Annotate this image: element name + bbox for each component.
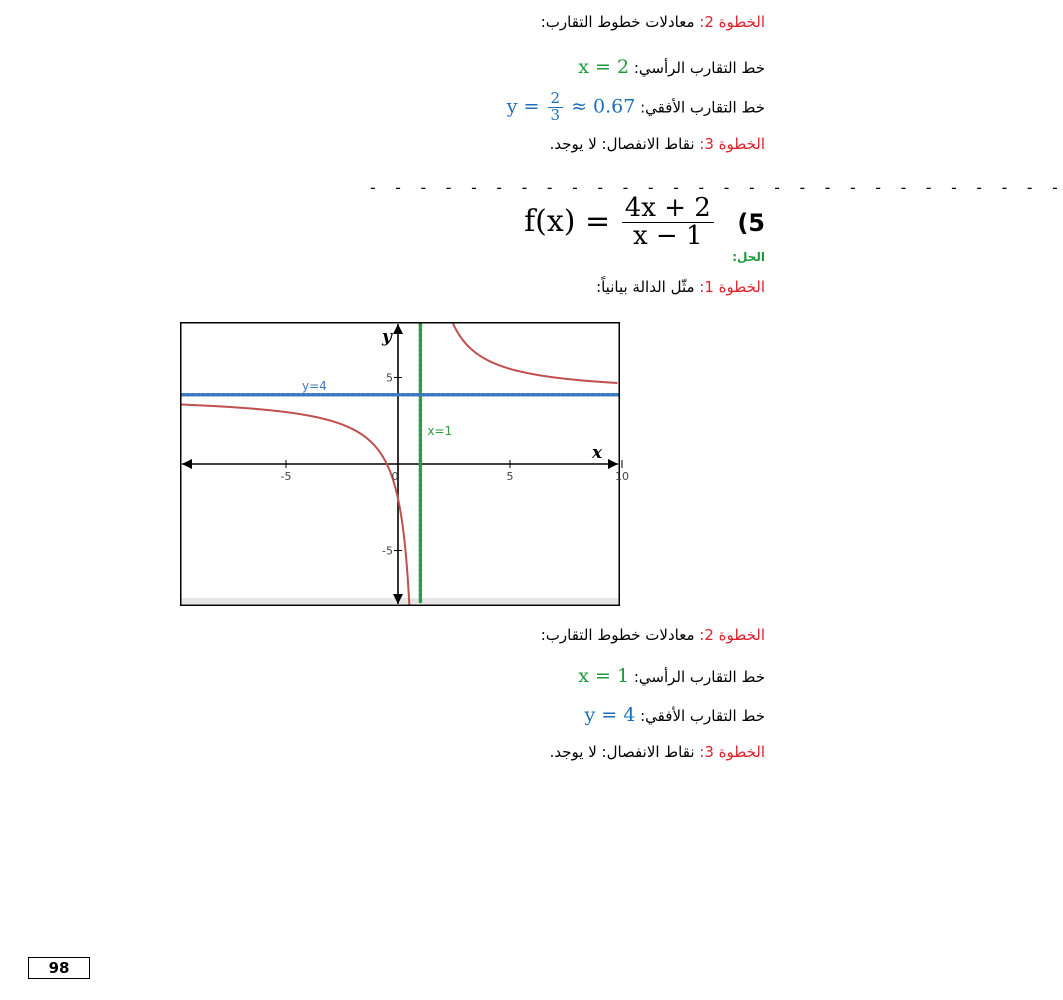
x-axis-label: x: [592, 443, 603, 463]
bottom-step3-text: نقاط الانفصال: لا يوجد.: [549, 743, 700, 761]
bottom-step2-label: الخطوة 2:: [699, 626, 765, 644]
top-horizontal-asymptote-line: [507, 91, 765, 124]
bottom-horizontal-asymptote-line: [585, 704, 765, 726]
dashed-separator: - - - - - - - - - - - - - - - - - - - - - - - - - - - -: [368, 178, 1063, 197]
vertical-asymptote-label: x=1: [427, 424, 453, 438]
step1-line: [596, 278, 765, 296]
function-fraction: [622, 195, 714, 251]
bottom-horizontal-equation: y = 4: [584, 704, 636, 726]
top-horizontal-eq-right: ≈ 0.67: [571, 95, 636, 118]
step1-label: الخطوة 1:: [699, 278, 765, 296]
bottom-horizontal-label: خط التقارب الأفقي:: [635, 707, 765, 725]
horizontal-asymptote-label: y=4: [302, 378, 327, 393]
top-horizontal-numerator: 2: [548, 91, 564, 108]
bottom-vertical-label: خط التقارب الرأسي:: [629, 668, 765, 686]
x-tick-label: -5: [280, 470, 292, 483]
y-axis-label: y: [382, 327, 392, 347]
top-horizontal-eq-left: y =: [506, 95, 540, 118]
top-vertical-label: خط التقارب الرأسي:: [629, 59, 765, 77]
bottom-step3-label: الخطوة 3:: [699, 743, 765, 761]
top-step3-label: الخطوة 3:: [699, 135, 765, 153]
solution-label: الحل:: [732, 250, 765, 264]
bottom-step3-line: [550, 743, 765, 761]
function-graph: [180, 322, 629, 606]
x-tick-label: 0: [391, 470, 399, 483]
bottom-vertical-asymptote-line: [578, 665, 765, 687]
top-step2-text: معادلات خطوط التقارب:: [540, 13, 700, 31]
top-step2-line: [541, 13, 765, 31]
top-horizontal-denominator: 3: [550, 105, 561, 124]
x-tick-label: 10: [615, 470, 629, 483]
top-step2-label: الخطوة 2:: [699, 13, 765, 31]
bottom-step2-line: [541, 626, 765, 644]
top-step3-text: نقاط الانفصال: لا يوجد.: [549, 135, 700, 153]
top-vertical-equation: x = 2: [578, 56, 630, 78]
top-horizontal-label: خط التقارب الأفقي:: [635, 98, 765, 117]
step1-text: مثّل الدالة بيانياً:: [596, 278, 700, 296]
x-tick-label: 5: [506, 470, 514, 483]
top-step3-line: [550, 135, 765, 153]
top-horizontal-fraction: [548, 91, 564, 124]
function-numerator: 4x + 2: [622, 195, 714, 223]
top-vertical-asymptote-line: [578, 56, 765, 78]
bottom-step2-text: معادلات خطوط التقارب:: [540, 626, 700, 644]
page-number: 98: [28, 957, 90, 979]
top-horizontal-equation: [507, 91, 636, 124]
y-tick-label: -5: [382, 544, 393, 558]
function-denominator: x − 1: [632, 221, 703, 252]
problem-number: (5: [737, 208, 765, 237]
problem-5-function: [524, 195, 765, 251]
y-tick-label: 5: [386, 371, 393, 385]
function-left: f(x) =: [524, 203, 611, 239]
bottom-vertical-equation: x = 1: [578, 665, 630, 687]
